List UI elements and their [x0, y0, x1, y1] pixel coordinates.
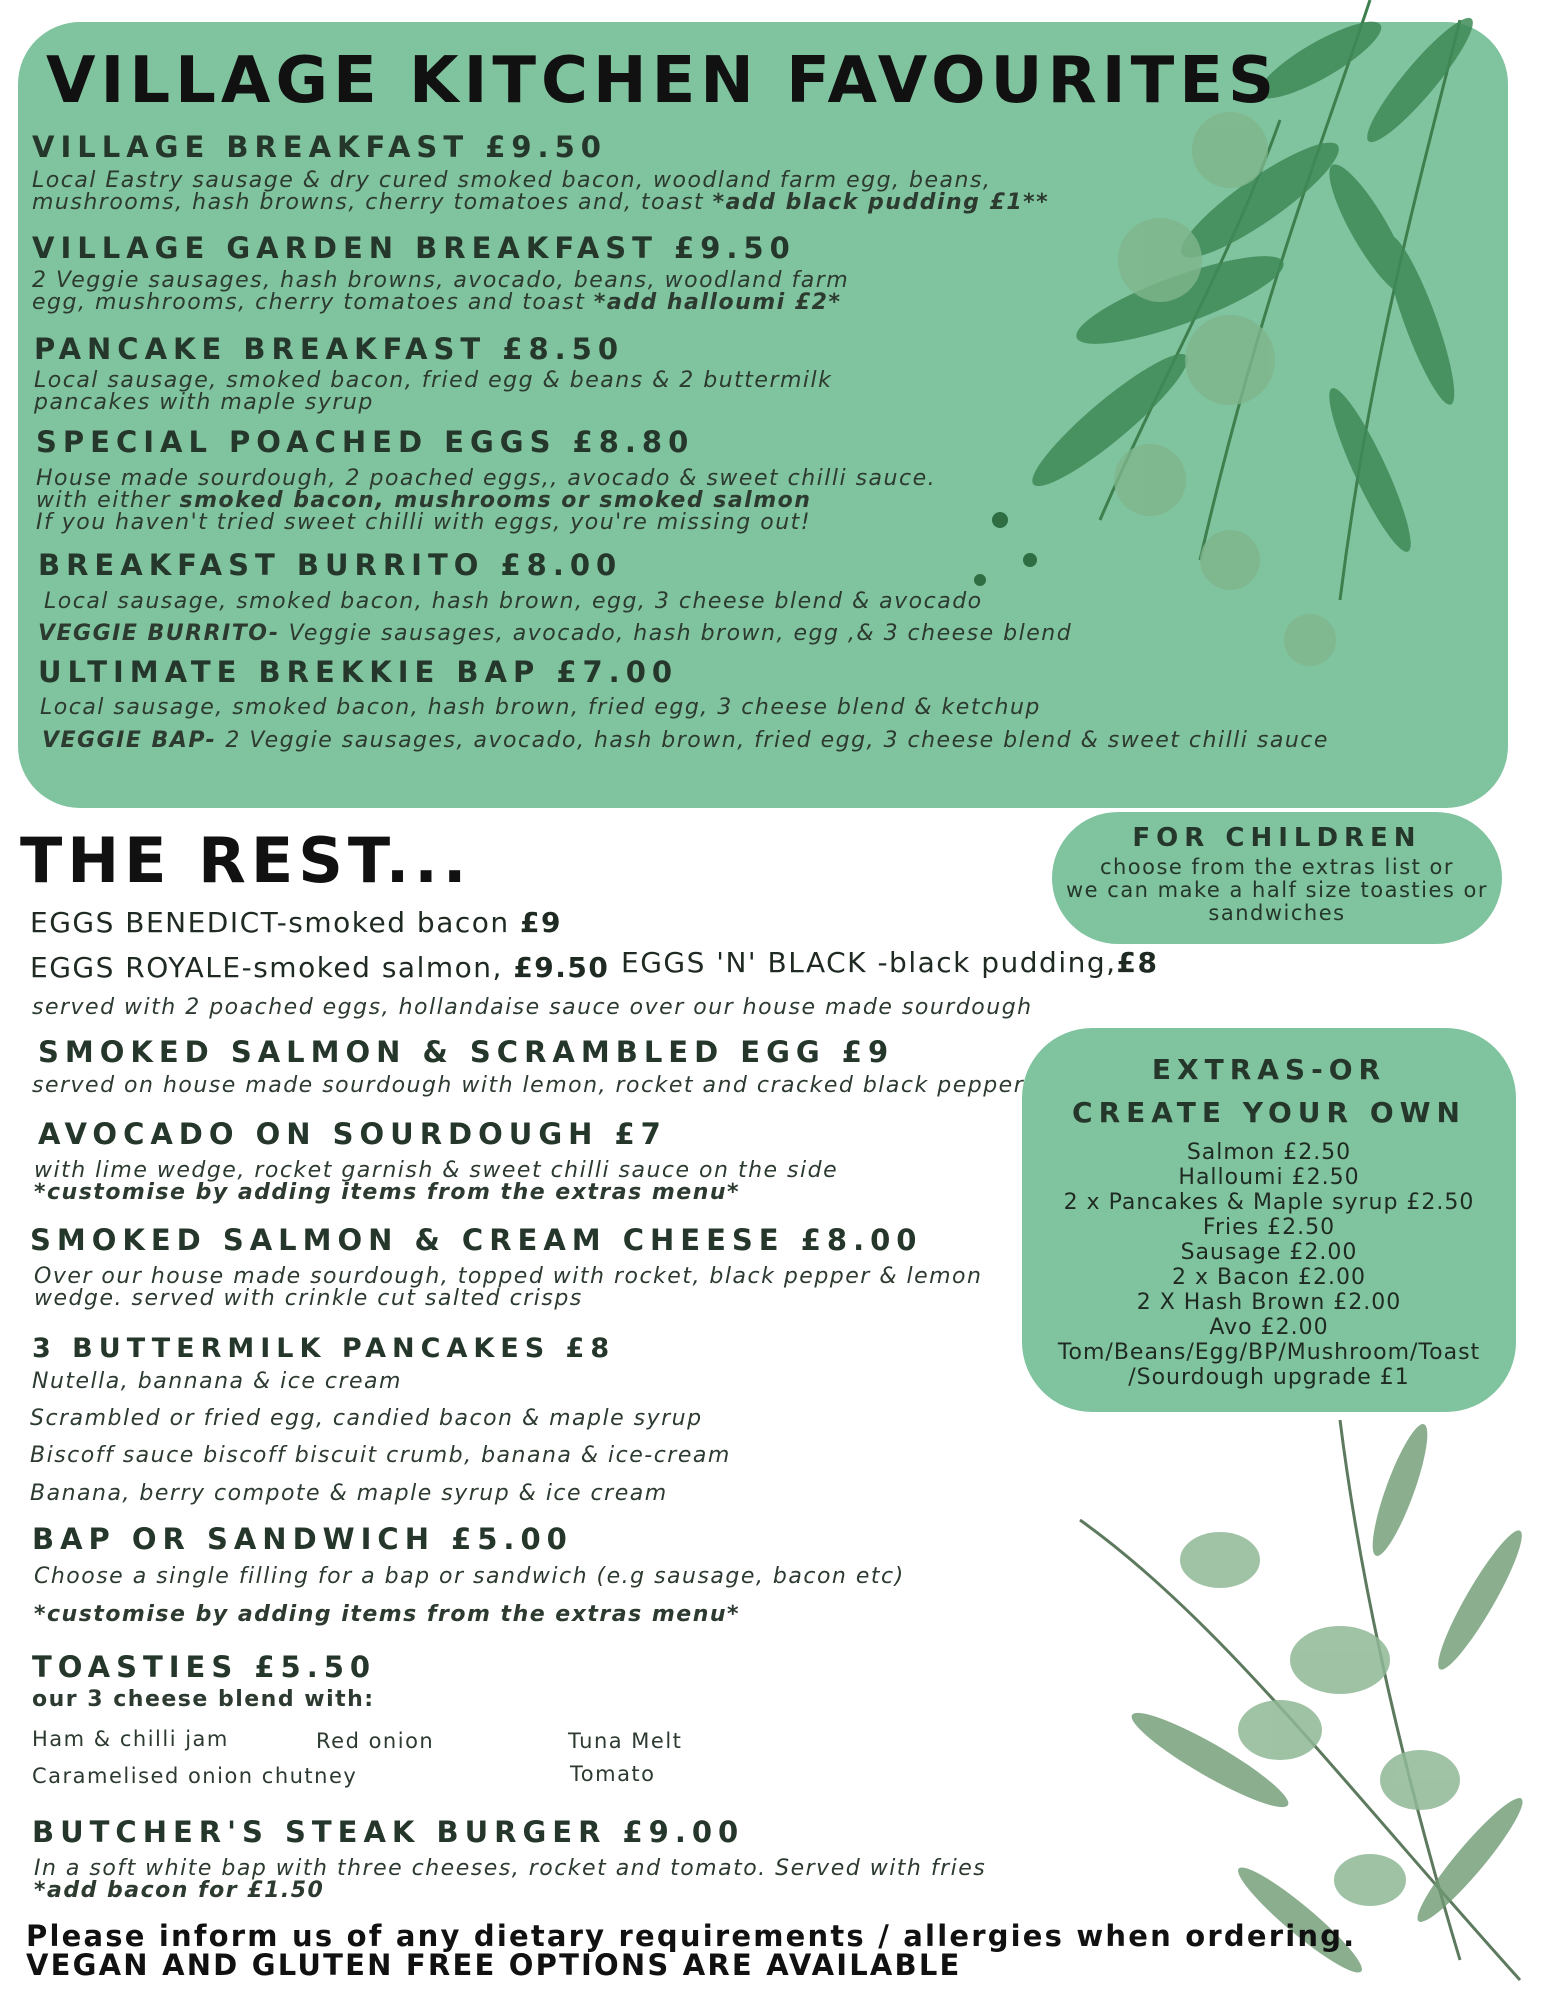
pancake-breakfast-heading: PANCAKE BREAKFAST £8.50 — [34, 332, 624, 366]
extras-list — [1022, 1140, 1516, 1390]
extras-item: 2 X Hash Brown £2.00 — [1136, 1290, 1402, 1315]
bap-heading: BAP OR SANDWICH £5.00 — [32, 1522, 573, 1556]
poached-eggs-heading: SPECIAL POACHED EGGS £8.80 — [36, 425, 695, 459]
footer-notice: Please inform us of any dietary requirements / allergies when ordering. VEGAN AND GLUTEN FREE OPTIONS ARE AVAILABLE — [26, 1919, 1357, 1982]
burrito-heading: BREAKFAST BURRITO £8.00 — [38, 548, 623, 582]
extras-item: Halloumi £2.50 — [1178, 1165, 1360, 1190]
pancake-breakfast-desc: Local sausage, smoked bacon, fried egg & beans & 2 buttermilk pancakes with maple syrup — [34, 368, 833, 415]
cream-cheese-heading: SMOKED SALMON & CREAM CHEESE £8.00 — [30, 1223, 923, 1257]
pancake-option: Scrambled or fried egg, candied bacon & maple syrup — [30, 1406, 703, 1431]
cream-cheese-desc: Over our house made sourdough, topped with rocket, black pepper & lemon wedge. served with crinkle cut salted crisps — [34, 1264, 983, 1311]
smoked-scrambled-desc: served on house made sourdough with lemon, rocket and cracked black pepper — [32, 1073, 1025, 1098]
burger-heading: BUTCHER'S STEAK BURGER £9.00 — [32, 1815, 745, 1849]
village-breakfast-desc: Local Eastry sausage & dry cured smoked bacon, woodland farm egg, beans, mushrooms, hash browns, cherry tomatoes and, toast *add black pudding £1** — [32, 168, 1050, 215]
extras-item: /Sourdough upgrade £1 — [1128, 1365, 1410, 1390]
extras-item: Avo £2.00 — [1209, 1315, 1329, 1340]
extras-subheading: CREATE YOUR OWN — [1072, 1096, 1466, 1129]
extras-item: 2 x Pancakes & Maple syrup £2.50 — [1063, 1190, 1475, 1215]
avocado-heading: AVOCADO ON SOURDOUGH £7 — [38, 1117, 667, 1151]
favourites-title: VILLAGE KITCHEN FAVOURITES — [46, 44, 1280, 118]
burger-desc: In a soft white bap with three cheeses, rocket and tomato. Served with fries *add bacon for £1.50 — [34, 1856, 987, 1903]
toastie-filling: Red onion — [316, 1729, 435, 1753]
veggie-burrito-desc: VEGGIE BURRITO- Veggie sausages, avocado, hash brown, egg ,& 3 cheese blend — [38, 621, 1073, 646]
garden-breakfast-heading: VILLAGE GARDEN BREAKFAST £9.50 — [32, 231, 796, 265]
burrito-desc: Local sausage, smoked bacon, hash brown, egg, 3 cheese blend & avocado — [44, 589, 983, 614]
extras-item: Salmon £2.50 — [1186, 1140, 1352, 1165]
extras-item: Tom/Beans/Egg/BP/Mushroom/Toast — [1057, 1340, 1481, 1365]
toastie-filling: Tuna Melt — [568, 1729, 683, 1753]
bap-desc: Choose a single filling for a bap or sandwich (e.g sausage, bacon etc) — [34, 1564, 905, 1589]
pancake-option: Biscoff sauce biscoff biscuit crumb, banana & ice-cream — [30, 1443, 731, 1468]
garden-breakfast-desc: 2 Veggie sausages, hash browns, avocado, beans, woodland farm egg, mushrooms, cherry tomatoes and toast *add halloumi £2* — [32, 268, 850, 315]
toastie-filling: Tomato — [570, 1762, 656, 1786]
toastie-filling: Ham & chilli jam — [32, 1727, 229, 1751]
brekkie-bap-heading: ULTIMATE BREKKIE BAP £7.00 — [38, 655, 679, 689]
pancakes-heading: 3 BUTTERMILK PANCAKES £8 — [32, 1333, 616, 1364]
bap-note: *customise by adding items from the extras menu* — [34, 1602, 741, 1627]
eggs-royale-line: EGGS ROYALE-smoked salmon, £9.50 — [30, 951, 610, 984]
village-breakfast-heading: VILLAGE BREAKFAST £9.50 — [32, 130, 607, 164]
veggie-bap-desc: VEGGIE BAP- 2 Veggie sausages, avocado, hash brown, fried egg, 3 cheese blend & sweet chilli sauce — [42, 728, 1329, 753]
extras-heading: EXTRAS-OR — [1151, 1053, 1387, 1086]
extras-item: Fries £2.50 — [1202, 1215, 1336, 1240]
eucalyptus-leaves-bottom-illustration — [1040, 1400, 1540, 2000]
extras-item: 2 x Bacon £2.00 — [1171, 1265, 1367, 1290]
eggs-note: served with 2 poached eggs, hollandaise sauce over our house made sourdough — [32, 995, 1033, 1020]
smoked-scrambled-heading: SMOKED SALMON & SCRAMBLED EGG £9 — [38, 1035, 895, 1069]
extras-item: Sausage £2.00 — [1180, 1240, 1358, 1265]
toastie-filling: Caramelised onion chutney — [32, 1764, 358, 1788]
avocado-desc: with lime wedge, rocket garnish & sweet chilli sauce on the side *customise by adding items from the extras menu* — [34, 1158, 839, 1205]
toasties-heading: TOASTIES £5.50 — [32, 1650, 377, 1684]
eggs-benedict-line: EGGS BENEDICT-smoked bacon £9 — [30, 906, 562, 939]
brekkie-bap-desc: Local sausage, smoked bacon, hash brown, fried egg, 3 cheese blend & ketchup — [40, 695, 1041, 720]
toasties-intro: our 3 cheese blend with: — [32, 1687, 375, 1712]
children-heading: FOR CHILDREN — [1132, 823, 1422, 853]
children-text: choose from the extras list or we can make a half size toasties or sandwiches — [1066, 855, 1488, 925]
pancake-option: Nutella, bannana & ice cream — [32, 1369, 402, 1394]
rest-title: THE REST... — [20, 824, 472, 897]
pancake-option: Banana, berry compote & maple syrup & ice cream — [30, 1481, 668, 1506]
eggs-n-black-line: EGGS 'N' BLACK -black pudding,£8 — [621, 946, 1159, 979]
poached-eggs-desc: House made sourdough, 2 poached eggs,, avocado & sweet chilli sauce. with either smoked bacon, mushrooms or smoked salmon If you haven't tried sweet chilli with eggs, you're missing out! — [36, 466, 937, 535]
